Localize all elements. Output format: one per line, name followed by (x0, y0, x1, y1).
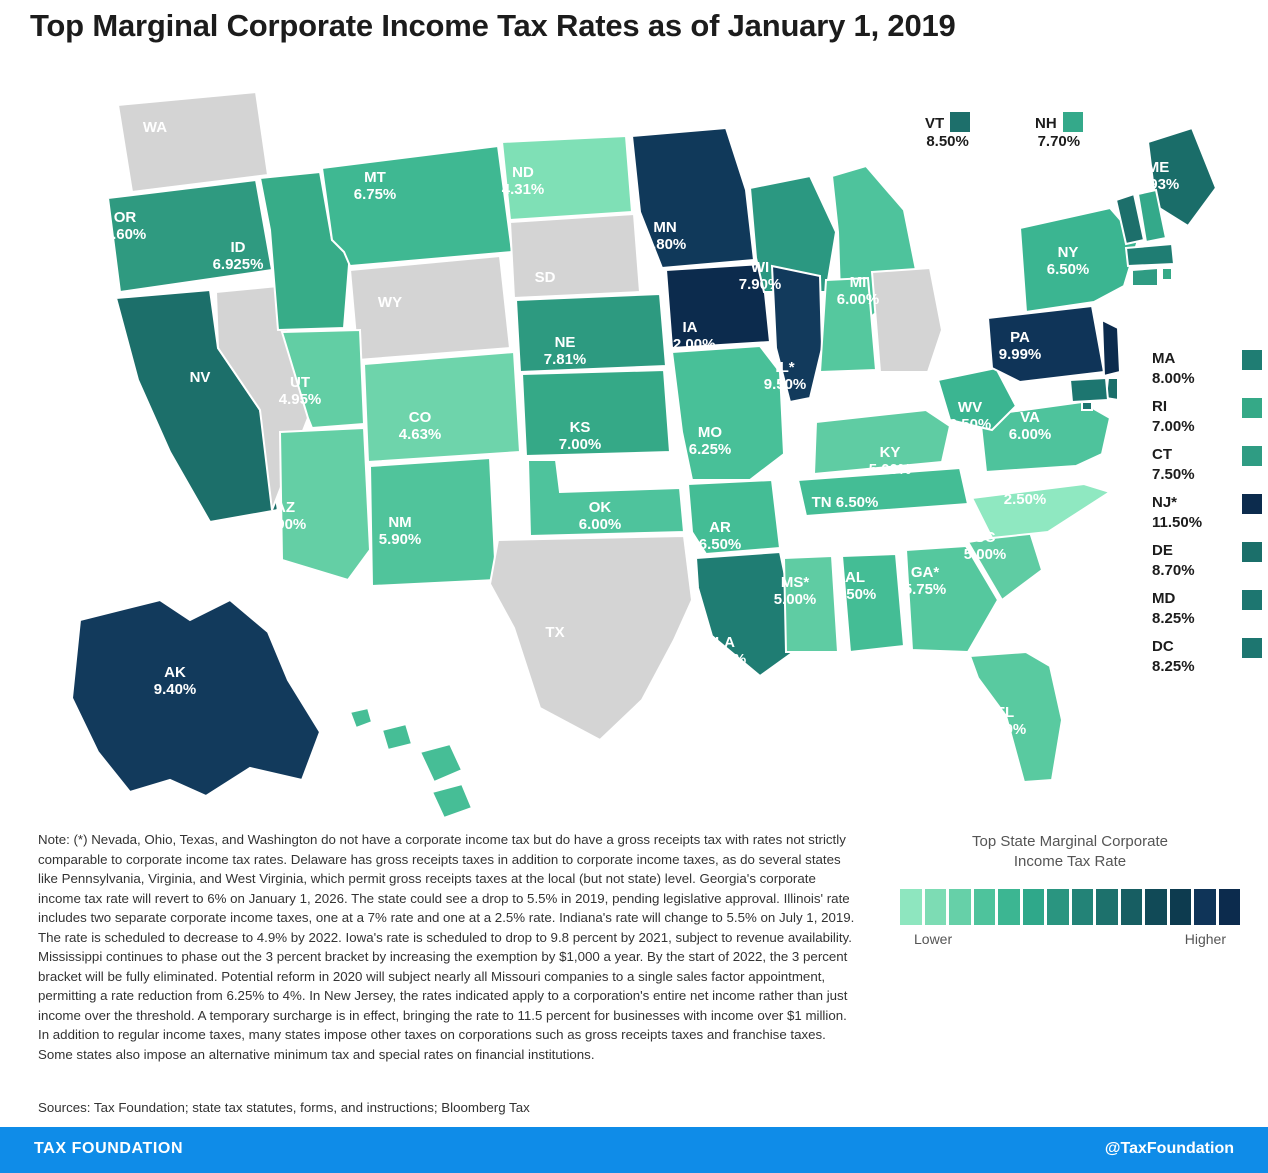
list-swatch (1242, 446, 1262, 466)
callout-vt (925, 112, 970, 150)
state-rate: 4.31% (501, 180, 545, 198)
state-wy[interactable] (350, 256, 510, 360)
state-or[interactable] (108, 180, 272, 292)
list-abbr: RI (1152, 398, 1167, 415)
state-mn[interactable] (632, 128, 754, 268)
state-rate: 8.93% (1136, 175, 1180, 193)
state-fl[interactable] (970, 652, 1062, 782)
legend-swatch-13 (1219, 889, 1241, 925)
footer-handle[interactable]: @TaxFoundation (1104, 1140, 1234, 1157)
state-rate: 12.00% (664, 335, 716, 353)
list-item-ct (1152, 446, 1262, 483)
list-swatch (1242, 350, 1262, 370)
legend-swatch-1 (925, 889, 947, 925)
state-abbr: SD (534, 269, 556, 286)
state-ny[interactable] (1020, 208, 1138, 312)
legend (900, 832, 1240, 947)
state-nc[interactable] (972, 484, 1110, 538)
state-rate: 4.95% (278, 390, 322, 408)
state-abbr: NC (1014, 474, 1036, 491)
state-abbr: AR (709, 519, 731, 536)
state-abbr: CA (89, 384, 111, 401)
state-ks[interactable] (522, 370, 670, 456)
list-rate: 7.50% (1152, 466, 1195, 483)
state-hi[interactable] (432, 784, 472, 818)
state-abbr: TX (545, 624, 565, 641)
state-rate: 7.00% (558, 435, 602, 453)
state-abbr: KY (879, 444, 901, 461)
legend-swatch-7 (1072, 889, 1094, 925)
legend-swatch-6 (1047, 889, 1069, 925)
state-abbr: WV (957, 399, 983, 416)
list-rate: 11.50% (1152, 514, 1203, 531)
list-abbr: DC (1152, 638, 1174, 655)
state-ma[interactable] (1126, 244, 1174, 266)
list-abbr: MD (1152, 590, 1176, 607)
callout-rate: 7.70% (1037, 133, 1081, 150)
list-rate: 7.00% (1152, 418, 1195, 435)
state-abbr: WY (377, 294, 403, 311)
legend-swatch-11 (1170, 889, 1192, 925)
legend-title-line2: Income Tax Rate (1013, 852, 1127, 870)
state-tx[interactable] (490, 536, 692, 740)
footer-brand: TAX FOUNDATION (34, 1140, 184, 1157)
callout-rate: 8.50% (926, 133, 969, 150)
state-abbr: ME (1146, 159, 1170, 176)
state-rate: 6.75% (353, 185, 397, 203)
state-rate: 6.50% (948, 415, 992, 433)
state-rate: 6.50% (698, 535, 742, 553)
list-rate: 8.25% (1152, 610, 1195, 627)
state-nj[interactable] (1102, 320, 1120, 376)
state-rate: 4.63% (398, 425, 442, 443)
state-abbr: MO (697, 424, 723, 441)
state-oh[interactable] (872, 268, 942, 372)
state-rate: 4.90% (263, 515, 307, 533)
legend-swatch-8 (1096, 889, 1118, 925)
state-abbr: LA (714, 634, 735, 651)
callout-nh (1035, 112, 1083, 150)
state-rate: 5.00% (868, 460, 912, 478)
state-sd[interactable] (510, 214, 640, 298)
legend-swatch-9 (1121, 889, 1143, 925)
callout-abbr: NH (1035, 115, 1057, 132)
state-rate: 5.00% (963, 545, 1007, 563)
state-wa[interactable] (118, 92, 268, 192)
state-abbr: AL (844, 569, 865, 586)
legend-swatch-3 (974, 889, 996, 925)
state-rate: 6.50% (833, 585, 877, 603)
state-abbr: OR (113, 209, 137, 226)
state-rate: 6.00% (1008, 425, 1052, 443)
list-item-md (1152, 590, 1262, 627)
legend-title-line1: Top State Marginal Corporate (972, 833, 1168, 850)
state-rate: 7.60% (103, 225, 147, 243)
list-abbr: NJ* (1152, 494, 1178, 511)
state-hi[interactable] (382, 724, 412, 750)
state-abbr: ID (230, 239, 246, 256)
state-abbr: IN* (837, 369, 859, 386)
callout-swatch (950, 112, 970, 132)
state-az[interactable] (280, 428, 370, 580)
state-abbr: TN 6.50% (811, 494, 879, 511)
state-rate: 6.925% (212, 255, 264, 273)
state-abbr: MT (364, 169, 386, 186)
state-co[interactable] (364, 352, 520, 462)
state-al[interactable] (842, 554, 904, 652)
state-rate: 8.00% (703, 650, 747, 668)
legend-swatch-2 (949, 889, 971, 925)
us-map-svg (20, 80, 1250, 820)
state-abbr: VA (1020, 409, 1040, 426)
state-rate: 6.00% (578, 515, 622, 533)
state-rate: 5.75% (903, 580, 947, 598)
map-note: Note: (*) Nevada, Ohio, Texas, and Washington do not have a corporate income tax but do have a gross receipts tax with rates not strictly comparable to corporate income tax rates. Delaware has gross receipts taxes in addition to corporate income taxes, as do several states like Pennsylvania, Virginia, and West Virginia, which permit gross receipts taxes at the local (but not state) level. Georgia's corporate income tax rate will revert to 6% on January 1, 2026. The state could see a drop to 5.5% in 2019, pending legislative approval. Illinois' rate includes two separate corporate income taxes, one at a 7% rate and one at a 2.5% rate. Indiana's rate will change to 5.5% on July 1, 2019. The rate is scheduled to decrease to 4.9% by 2022. Iowa's rate is scheduled to drop to 9.8 percent by 2021, subject to revenue availability. Mississippi continues to phase out the 3 percent bracket by increasing the exemption by $1,000 a year. By the start of 2022, the 3 percent bracket will be fully eliminated. Potential reform in 2020 will subject nearly all Missouri companies to a single sales factor appointment, permitting a rate reduction from 6.25% to 4%. In New Jersey, the rates indicated apply to a corporation's entire net income rather than just income over the threshold. A temporary surcharge is in effect, bringing the rate to 11.5 percent for businesses with income over $1 million. In addition to regular income taxes, many states impose other taxes on corporations such as gross receipts taxes and franchise taxes. Some states also impose an alternative minimum tax and special rates on financial institutions. (38, 832, 855, 1062)
page-title: Top Marginal Corporate Income Tax Rates as of January 1, 2019 (30, 8, 956, 43)
sources-line: Sources: Tax Foundation; state tax statutes, forms, and instructions; Bloomberg Tax (38, 1100, 530, 1115)
state-abbr: UT (289, 374, 310, 391)
list-swatch (1242, 398, 1262, 418)
state-abbr: IA (682, 319, 698, 336)
state-abbr: WA (142, 119, 168, 136)
state-ri[interactable] (1162, 268, 1172, 280)
state-abbr: SC (974, 529, 996, 546)
state-pa[interactable] (988, 306, 1104, 382)
state-abbr: NE (554, 334, 576, 351)
state-ct[interactable] (1132, 268, 1158, 286)
state-ia[interactable] (666, 264, 770, 348)
legend-swatch-12 (1194, 889, 1216, 925)
legend-gradient (900, 889, 1240, 925)
state-rate: 6.50% (1046, 260, 1090, 278)
state-rate: 9.40% (153, 680, 197, 698)
list-rate: 8.70% (1152, 562, 1195, 579)
list-abbr: CT (1152, 446, 1172, 463)
state-rate: 8.84% (78, 400, 122, 418)
legend-lower-label: Lower (914, 931, 953, 947)
state-abbr: CO (408, 409, 432, 426)
state-nm[interactable] (370, 458, 496, 586)
list-swatch (1242, 590, 1262, 610)
list-item-nj (1152, 494, 1262, 531)
list-item-ri (1152, 398, 1262, 435)
list-abbr: MA (1152, 350, 1176, 367)
state-abbr: KS (569, 419, 591, 436)
state-tn[interactable] (798, 468, 968, 516)
state-dc[interactable] (1082, 402, 1092, 410)
state-abbr: MN (653, 219, 677, 236)
state-abbr: ND (512, 164, 534, 181)
state-rate: 9.80% (643, 235, 687, 253)
state-rate: 5.90% (378, 530, 422, 548)
state-in[interactable] (820, 278, 876, 372)
state-rate: 2.50% (1003, 490, 1047, 508)
state-hi[interactable] (420, 744, 462, 782)
legend-title (900, 832, 1240, 871)
state-abbr: AZ (274, 499, 295, 516)
northeast-state-list (1152, 350, 1262, 686)
state-abbr: AK (164, 664, 186, 681)
state-rate: 6.25% (688, 440, 732, 458)
state-abbr: NM (388, 514, 412, 531)
legend-swatch-0 (900, 889, 922, 925)
state-ar[interactable] (688, 480, 780, 554)
list-swatch (1242, 542, 1262, 562)
state-abbr: NV (189, 369, 211, 386)
list-abbr: DE (1152, 542, 1173, 559)
state-abbr: IL* (775, 359, 795, 376)
state-ms[interactable] (784, 556, 838, 652)
state-rate: 5.50% (983, 720, 1027, 738)
state-abbr: WI (750, 259, 770, 276)
state-rate: 5.75% (826, 385, 870, 403)
state-md[interactable] (1070, 378, 1108, 402)
state-abbr: PA (1010, 329, 1030, 346)
state-hi[interactable] (350, 708, 372, 728)
state-ne[interactable] (516, 294, 666, 372)
legend-higher-label: Higher (1184, 931, 1226, 947)
state-mo[interactable] (672, 346, 784, 480)
state-ky[interactable] (814, 410, 950, 474)
state-abbr: MI (849, 274, 867, 291)
list-rate: 8.00% (1152, 370, 1195, 387)
state-nd[interactable] (502, 136, 632, 220)
callout-abbr: VT (925, 115, 945, 132)
list-item-ma (1152, 350, 1262, 387)
legend-swatch-5 (1023, 889, 1045, 925)
state-abbr: HI (377, 769, 393, 786)
callout-swatch (1063, 112, 1083, 132)
state-rate: 5.00% (773, 590, 817, 608)
list-item-de (1152, 542, 1262, 579)
state-rate: 6.40% (363, 785, 407, 803)
state-rate: 7.90% (738, 275, 782, 293)
state-rate: 9.50% (763, 375, 807, 393)
list-swatch (1242, 638, 1262, 658)
state-abbr: OK (588, 499, 612, 516)
state-ok[interactable] (528, 460, 684, 536)
state-abbr: OH (905, 374, 929, 391)
us-map (0, 70, 1268, 820)
footer-bar (0, 1127, 1268, 1173)
state-abbr: MS* (780, 574, 810, 591)
legend-swatch-4 (998, 889, 1020, 925)
state-rate: 6.00% (836, 290, 880, 308)
state-abbr: FL (995, 704, 1015, 721)
state-abbr: NY (1057, 244, 1079, 261)
legend-swatch-10 (1145, 889, 1167, 925)
state-ak[interactable] (72, 600, 320, 796)
state-mt[interactable] (322, 146, 512, 266)
list-rate: 8.25% (1152, 658, 1195, 675)
state-abbr: GA* (910, 564, 940, 581)
state-rate: 9.99% (998, 345, 1042, 363)
list-item-dc (1152, 638, 1262, 675)
list-swatch (1242, 494, 1262, 514)
state-rate: 7.81% (543, 350, 587, 368)
